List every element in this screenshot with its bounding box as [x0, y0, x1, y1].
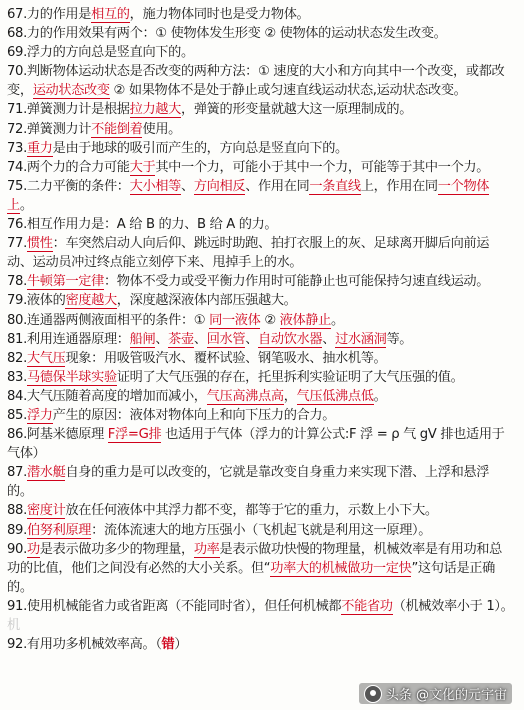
- note-text: 产生的原因：液体对物体向上和向下压力的合力。: [52, 407, 336, 423]
- watermark-text: 头条 @文化的元宇宙: [385, 688, 507, 703]
- note-text: ，弹簧的形变量就越大这一原理制成的。: [180, 102, 413, 118]
- highlight-term: 功率: [193, 541, 220, 557]
- note-text: ，: [283, 388, 297, 404]
- note-text: 、: [322, 331, 336, 347]
- note-item: [7, 635, 514, 654]
- note-text: ，施力物体同时也是受力物体。: [129, 7, 310, 22]
- highlight-term: 重力: [26, 140, 53, 156]
- note-text: （机械效率小于 1）。: [392, 598, 514, 614]
- highlight-term: 浮力: [26, 407, 53, 423]
- note-item: [7, 406, 514, 425]
- note-item: [7, 597, 514, 635]
- note-text: ：物体不受力或受平衡力作用时可能静止也可能保持匀速直线运动。: [103, 274, 490, 290]
- note-text: 75.二力平衡的条件：: [7, 178, 130, 194]
- highlight-term: 密度越大: [65, 293, 117, 309]
- highlight-term: 茶壶: [168, 331, 194, 347]
- highlight-term: 大气压: [26, 350, 66, 366]
- note-item: [7, 291, 514, 310]
- note-text: 82.: [7, 350, 27, 366]
- note-item: [7, 368, 514, 387]
- note-text: 自身的重力是可以改变的，它就是靠改变自身重力来实现下潜、上浮和悬浮的。: [7, 465, 490, 500]
- note-text: 证明了大气压强的存在，托里拆利实验证明了大气压强的值。: [116, 369, 464, 385]
- note-text: 90.: [7, 541, 27, 557]
- note-text: ，深度越深液体内部压强越大。: [116, 293, 297, 309]
- highlight-term: 拉力越大: [129, 102, 181, 118]
- highlight-term: 船闸: [129, 331, 156, 347]
- note-text: 76.相互作用力是：A 给 B 的力、B 给 A 的力。: [7, 217, 278, 233]
- note-item: [7, 272, 514, 291]
- note-text: 、: [245, 331, 259, 347]
- note-text: 91.使用机械能省力或省距离（不能同时省），但任何机械都: [7, 598, 342, 614]
- note-text: 78.: [7, 274, 27, 290]
- note-text: 是表示做功快慢的物理量，机械效率是有用功和总功的比值，他们之间没有必然的大小关系。但“: [7, 541, 502, 576]
- highlight-term: 大于: [129, 159, 156, 175]
- note-text: 85.: [7, 407, 27, 423]
- note-text: 69.浮力的方向总是竖直向下的。: [7, 45, 194, 61]
- note-item: [7, 43, 514, 62]
- avatar-logo-icon: [364, 685, 382, 703]
- note-text: 70.判断物体运动状态是否改变的两种方法：① 速度的大小和方向其中一个改变，或都改变，: [7, 64, 505, 99]
- note-text: 87.: [7, 465, 27, 481]
- note-text: ）: [174, 637, 188, 653]
- highlight-term: 功率大的机械做功一定快: [270, 560, 412, 576]
- note-item: [7, 311, 514, 330]
- highlight-term: 潜水艇: [26, 465, 66, 481]
- highlight-term: 液体静止: [279, 312, 332, 328]
- note-text: 86.阿基米德原理: [7, 427, 108, 443]
- highlight-term: 马德保半球实验: [26, 369, 117, 385]
- watermark: [359, 683, 512, 704]
- note-item: [7, 5, 514, 24]
- note-item: [7, 463, 514, 501]
- highlight-term: 一个物体上: [7, 178, 490, 213]
- highlight-term: 不能倒着: [91, 121, 143, 137]
- note-text: 。: [373, 388, 387, 404]
- note-text: 71.弹簧测力计是根据: [7, 102, 130, 118]
- highlight-term: 一条直线: [309, 178, 361, 194]
- note-item: [7, 100, 514, 119]
- note-text: 。: [19, 197, 33, 213]
- note-text: 79.液体的: [7, 293, 66, 309]
- note-text: 73.: [7, 140, 27, 156]
- note-text: ：车突然启动人向后仰、跳远时助跑、拍打衣服上的灰、足球离开脚后向前运动、运动员冲过终点能立刻停下来、甩掉手上的水。: [7, 236, 490, 271]
- note-text: 。: [331, 312, 344, 328]
- note-text: 84.大气压随着高度的增加而减小，: [7, 388, 207, 404]
- note-text: 74.两个力的合力可能: [7, 159, 130, 175]
- note-item: [7, 120, 514, 139]
- highlight-term: 错: [161, 637, 175, 653]
- highlight-term: 伯努利原理: [26, 522, 92, 538]
- note-item: [7, 24, 514, 43]
- note-item: [7, 234, 514, 272]
- highlight-term: 气压高沸点高: [206, 388, 284, 404]
- highlight-term: 回水管: [206, 331, 246, 347]
- note-text: 88.: [7, 503, 27, 519]
- highlight-term: 运动状态改变: [32, 83, 110, 99]
- note-text: 80.连通器两侧液面相平的条件：①: [7, 312, 210, 328]
- note-text: 92.有用功多机械效率高。（: [7, 637, 162, 653]
- note-item: [7, 330, 514, 349]
- highlight-term: 惯性: [26, 236, 53, 252]
- note-text: ：流体流速大的地方压强小（飞机起飞就是利用这一原理）。: [91, 522, 432, 538]
- note-text: 使用。: [142, 121, 181, 137]
- note-item: [7, 177, 514, 215]
- note-text: 其中一个力，可能小于其中一个力，可能等于其中一个力。: [155, 159, 490, 175]
- highlight-term: 相互的: [91, 7, 130, 22]
- note-text: 是表示做功多少的物理量，: [39, 541, 194, 557]
- note-item: [7, 425, 514, 463]
- highlight-term: 气压低沸点低: [296, 388, 374, 404]
- note-text: 、: [155, 331, 169, 347]
- note-text: 、: [180, 178, 194, 194]
- highlight-term: F浮=G排: [107, 427, 162, 443]
- note-text: ② 如果物体不是处于静止或匀速直线运动状态,运动状态改变。: [109, 83, 467, 99]
- note-item: [7, 139, 514, 158]
- highlight-term: 同一液体: [209, 312, 261, 328]
- note-text: 也适用于气体（浮力的计算公式:F 浮 = ρ 气 gV 排也适用于气体）: [7, 427, 505, 462]
- note-text: ”这句话是正确的。: [7, 560, 495, 595]
- note-text: 现象：用吸管吸汽水、覆杯试验、钢笔吸水、抽水机等。: [65, 350, 387, 366]
- note-text: 是由于地球的吸引而产生的，方向总是竖直向下的。: [52, 140, 348, 156]
- highlight-term: 密度计: [26, 503, 66, 519]
- highlight-term: 方向相反: [193, 178, 246, 194]
- note-item: [7, 521, 514, 540]
- highlight-term: 机: [7, 618, 20, 633]
- note-item: [7, 387, 514, 406]
- note-text: 、: [193, 331, 207, 347]
- note-text: 89.: [7, 522, 27, 538]
- note-text: 等。: [386, 331, 413, 347]
- highlight-term: 不能省功: [341, 598, 393, 614]
- note-item: [7, 62, 514, 100]
- note-item: [7, 215, 514, 234]
- note-text: 67.力的作用是: [7, 7, 92, 22]
- note-text: 81.利用连通器原理：: [7, 331, 130, 347]
- note-item: [7, 349, 514, 368]
- note-text: 、作用在同: [245, 178, 310, 194]
- highlight-term: 牛顿第一定律: [26, 274, 104, 290]
- note-text: ②: [260, 312, 280, 328]
- note-text: 放在任何液体中其浮力都不变，都等于它的重力，示数上小下大。: [65, 503, 438, 519]
- highlight-term: 自动饮水器: [258, 331, 323, 347]
- note-text: 72.弹簧测力计: [7, 121, 92, 137]
- note-item: [7, 158, 514, 177]
- note-text: 77.: [7, 236, 27, 252]
- highlight-term: 功: [26, 541, 40, 557]
- note-text: 上，作用在同: [360, 178, 438, 194]
- note-item: [7, 540, 514, 597]
- note-text: 68.力的作用效果有两个：① 使物体发生形变 ② 使物体的运动状态发生改变。: [7, 26, 447, 42]
- note-text: 83.: [7, 369, 27, 385]
- highlight-term: 大小相等: [129, 178, 181, 194]
- highlight-term: 过水涵洞: [335, 331, 387, 347]
- note-item: [7, 501, 514, 520]
